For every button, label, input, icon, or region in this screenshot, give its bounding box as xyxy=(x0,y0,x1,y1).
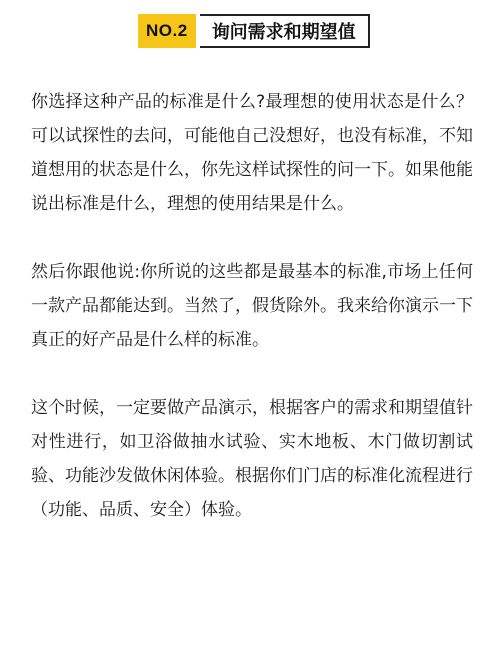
section-title: 询问需求和期望值 xyxy=(200,14,370,48)
paragraph-3: 这个时候，一定要做产品演示，根据客户的需求和期望值针对性进行，如卫浴做抽水试验、实木地板、木门做切割试验、功能沙发做休闲体验。根据你们门店的标准化流程进行（功能、品质、安全）体验。 xyxy=(31,398,473,520)
section-number-badge: NO.2 xyxy=(138,14,196,48)
paragraph-1: 你选择这种产品的标准是什么?最理想的使用状态是什么？可以试探性的去问，可能他自己没想好，也没有标准，不知道想用的状态是什么，你先这样试探性的问一下。如果他能说出标准是什么，理想的使用结果是什么。 xyxy=(31,92,473,214)
paragraph-2: 然后你跟他说:你所说的这些都是最基本的标准,市场上任何一款产品都能达到。当然了，假货除外。我来给你演示一下真正的好产品是什么样的标准。 xyxy=(31,262,473,350)
section-header xyxy=(138,14,370,48)
article-body xyxy=(31,85,473,527)
